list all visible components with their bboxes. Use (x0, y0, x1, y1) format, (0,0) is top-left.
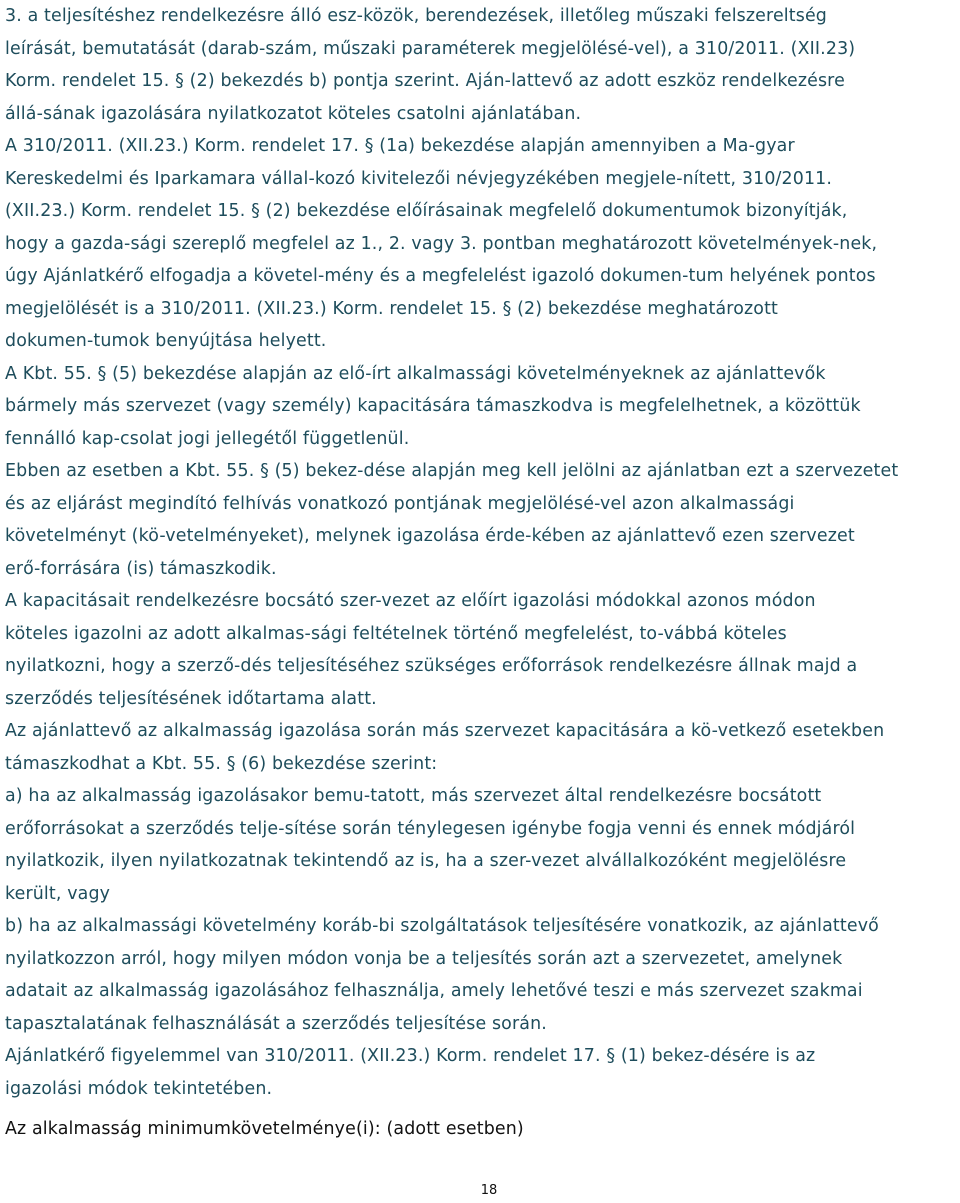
paragraph-capacity-reliance (5, 358, 955, 456)
paragraph-verification-methods (5, 1040, 955, 1105)
text-line: Az ajánlattevő az alkalmasság igazolása során más szervezet kapacitására a kö-vetkező esetekben (5, 721, 885, 741)
text-line: erő-forrására (is) támaszkodik. (5, 558, 277, 579)
text-line: szerződés teljesítésének időtartama alatt. (5, 688, 377, 709)
text-line: nyilatkozik, ilyen nyilatkozatnak tekintendő az is, ha a szer-vezet alvállalkozóként megjelölésre (5, 851, 847, 871)
text-line: megjelölését is a 310/2011. (XII.23.) Korm. rendelet 15. § (2) bekezdése meghatározott (5, 298, 779, 319)
minimum-requirements-heading (5, 1113, 955, 1146)
text-line: fennálló kap-csolat jogi jellegétől függetlenül. (5, 428, 410, 449)
text-line: Korm. rendelet 15. § (2) bekezdés b) pontja szerint. Aján-lattevő az adott eszköz rendelkezésre (5, 71, 845, 91)
text-line: (XII.23.) Korm. rendelet 15. § (2) bekezdése előírásainak megfelelő dokumentumok bizonyítják, (5, 201, 848, 221)
text-line: bármely más szervezet (vagy személy) kapacitására támaszkodva is megfelelhetnek, a közöttük (5, 396, 861, 416)
text-line: hogy a gazda-sági szereplő megfelel az 1., 2. vagy 3. pontban meghatározott követelmények-nek, (5, 233, 878, 254)
text-line: köteles igazolni az adott alkalmas-sági feltételnek történő megfelelést, to-vábbá köteles (5, 623, 787, 644)
text-line: A kapacitásait rendelkezésre bocsátó szer-vezet az előírt igazolási módokkal azonos módon (5, 591, 816, 611)
text-line: és az eljárást megindító felhívás vonatkozó pontjának megjelölésé-vel azon alkalmassági (5, 493, 795, 514)
text-line: b) ha az alkalmassági követelmény koráb-bi szolgáltatások teljesítésére vonatkozik, az ajánlattevő (5, 916, 879, 936)
paragraph-provider-obligations (5, 585, 955, 715)
text-line: dokumen-tumok benyújtása helyett. (5, 331, 327, 351)
paragraph-cases-intro (5, 715, 955, 780)
text-line: követelményt (kö-vetelményeket), melynek igazolása érde-kében az ajánlattevő ezen szervezet (5, 526, 855, 546)
text-line: igazolási módok tekintetében. (5, 1078, 273, 1099)
text-line: nyilatkozzon arról, hogy milyen módon vonja be a teljesítés során azt a szervezetet, amelynek (5, 948, 843, 969)
page-number: 18 (480, 1183, 498, 1198)
text-line: nyilatkozni, hogy a szerző-dés teljesítéséhez szükséges erőforrások rendelkezésre állnak majd a (5, 656, 858, 676)
text-line: Ajánlatkérő figyelemmel van 310/2011. (XII.23.) Korm. rendelet 17. § (1) bekez-désére is az (5, 1046, 816, 1066)
text-line: Ebben az esetben a Kbt. 55. § (5) bekez-dése alapján meg kell jelölni az ajánlatban ezt a szervezetet (5, 461, 899, 481)
text-line: leírását, bemutatását (darab-szám, műszaki paraméterek megjelölésé-vel), a 310/2011. (XII.23) (5, 38, 856, 59)
paragraph-designation (5, 455, 955, 585)
text-line: erőforrásokat a szerződés telje-sítése során ténylegesen igénybe fogja venni és ennek módjáról (5, 818, 856, 839)
text-line: a) ha az alkalmasság igazolásakor bemu-tatott, más szervezet által rendelkezésre bocsátott (5, 786, 822, 806)
paragraph-case-a (5, 780, 955, 910)
text-line: Kereskedelmi és Iparkamara vállal-kozó kivitelezői névjegyzékében megjele-nített, 310/2011. (5, 168, 833, 189)
text-line: A 310/2011. (XII.23.) Korm. rendelet 17. § (1a) bekezdése alapján amennyiben a Ma-gyar (5, 136, 795, 156)
text-line: A Kbt. 55. § (5) bekezdése alapján az elő-írt alkalmassági követelményeknek az ajánlattevők (5, 363, 826, 384)
paragraph-case-b (5, 910, 955, 1040)
text-line: Az alkalmasság minimumkövetelménye(i): (adott esetben) (5, 1119, 524, 1139)
text-line: állá-sának igazolására nyilatkozatot köteles csatolni ajánlatában. (5, 103, 582, 124)
text-line: adatait az alkalmasság igazolásához felhasználja, amely lehetővé teszi e más szervezet szakmai (5, 981, 863, 1001)
text-line: került, vagy (5, 883, 111, 904)
text-line: támaszkodhat a Kbt. 55. § (6) bekezdése szerint: (5, 753, 438, 774)
text-line: úgy Ajánlatkérő elfogadja a követel-mény és a megfelelést igazoló dokumen-tum helyének pontos (5, 266, 876, 286)
document-body (5, 0, 955, 1146)
paragraph-chamber-registry (5, 130, 955, 358)
text-line: 3. a teljesítéshez rendelkezésre álló esz-közök, berendezések, illetőleg műszaki felszereltség (5, 6, 827, 26)
paragraph-equipment (5, 0, 955, 130)
text-line: tapasztalatának felhasználását a szerződés teljesítése során. (5, 1013, 547, 1034)
